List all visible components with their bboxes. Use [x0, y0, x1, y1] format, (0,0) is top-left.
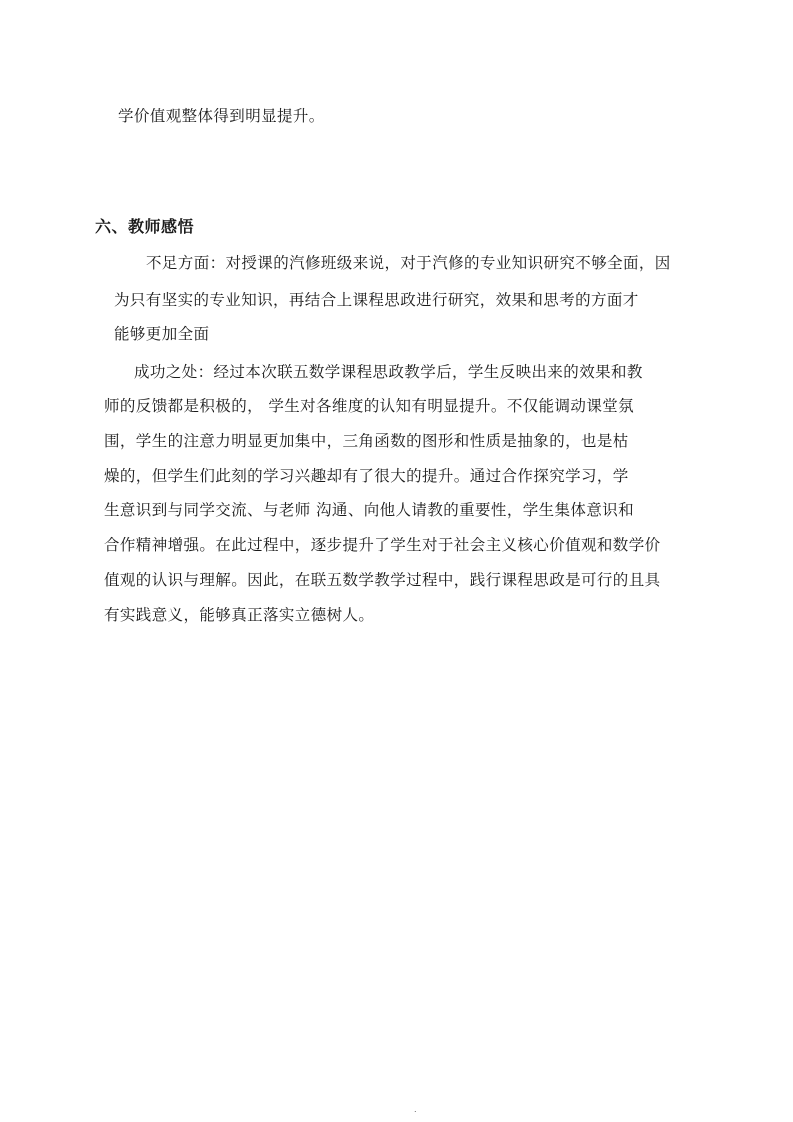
paragraph-line: 围，学生的注意力明显更加集中，三角函数的图形和性质是抽象的，也是枯	[104, 432, 629, 450]
continued-paragraph-line: 学价值观整体得到明显提升。	[118, 107, 325, 125]
paragraph-line: 能够更加全面	[114, 325, 210, 343]
paragraph-line: 生意识到与同学交流、与老师 沟通、向他人请教的重要性，学生集体意识和	[104, 501, 635, 519]
footer-mark: .	[414, 1105, 417, 1114]
paragraph-line: 不足方面：对授课的汽修班级来说，对于汽修的专业知识研究不够全面，因	[146, 254, 671, 272]
paragraph-line: 为只有坚实的专业知识，再结合上课程思政进行研究，效果和思考的方面才	[114, 291, 639, 309]
paragraph-line: 燥的，但学生们此刻的学习兴趣却有了很大的提升。通过合作探究学习，学	[104, 467, 629, 485]
paragraph-line: 合作精神增强。在此过程中，逐步提升了学生对于社会主义核心价值观和数学价	[104, 536, 661, 554]
paragraph-line: 师的反馈都是积极的， 学生对各维度的认知有明显提升。不仅能调动课堂氛	[104, 397, 635, 415]
paragraph-line: 值观的认识与理解。因此，在联五数学教学过程中，践行课程思政是可行的且具	[104, 571, 661, 589]
paragraph-line: 成功之处：经过本次联五数学课程思政教学后，学生反映出来的效果和教	[134, 363, 643, 381]
section-heading: 六、教师感悟	[95, 217, 195, 236]
paragraph-line: 有实践意义，能够真正落实立德树人。	[104, 606, 375, 624]
